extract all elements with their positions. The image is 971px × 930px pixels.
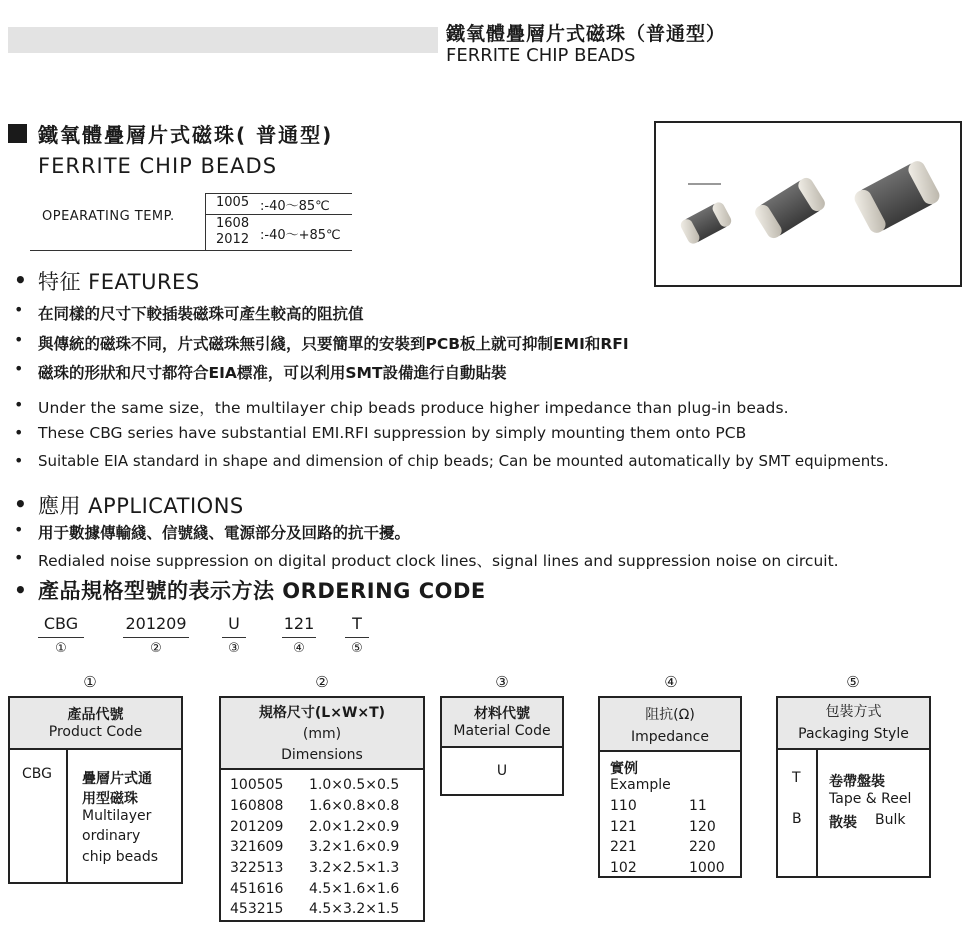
code-underline bbox=[345, 637, 369, 638]
feature-en-1: Under the same size，the multilayer chip beads produce higher impedance than plug-in beads. bbox=[38, 399, 789, 417]
code-underline bbox=[123, 637, 189, 638]
dim-code: 451616 bbox=[230, 881, 284, 897]
dim-value: 2.0×1.2×0.9 bbox=[309, 819, 400, 835]
table-num-1: ① bbox=[83, 673, 97, 691]
dimensions-header bbox=[221, 698, 423, 770]
header-title-cn: 鐵氧體疊層片式磁珠（普通型） bbox=[446, 23, 727, 45]
product-image bbox=[654, 121, 962, 287]
bullet-icon: • bbox=[14, 548, 24, 567]
impedance-value: 220 bbox=[689, 839, 716, 855]
dimensions-head-en: Dimensions bbox=[281, 747, 363, 763]
packaging-en: Bulk bbox=[875, 812, 906, 828]
temp-size-2012: 2012 bbox=[216, 232, 250, 247]
bullet-icon: • bbox=[14, 300, 24, 319]
dim-code: 322513 bbox=[230, 860, 284, 876]
table-num-5: ⑤ bbox=[846, 673, 860, 691]
code-dimensions: 201209 bbox=[125, 614, 187, 633]
product-desc-en-2: ordinary bbox=[82, 828, 141, 844]
temp-label: OPEARATING TEMP. bbox=[42, 209, 175, 224]
packaging-code: T bbox=[792, 770, 801, 786]
product-code-table bbox=[8, 696, 183, 884]
code-num-1: ① bbox=[55, 641, 67, 656]
feature-cn-2: 與傳統的磁珠不同，片式磁珠無引綫，只要簡單的安裝到PCB板上就可抑制EMI和RFI bbox=[38, 335, 629, 353]
code-packaging: T bbox=[352, 614, 362, 633]
features-bullet-icon: • bbox=[14, 268, 27, 292]
feature-cn-1: 在同樣的尺寸下較插裝磁珠可產生較高的阻抗值 bbox=[38, 305, 364, 323]
packaging-head-en: Packaging Style bbox=[798, 726, 909, 742]
temp-size-1005: 1005 bbox=[216, 195, 250, 210]
feature-cn-3: 磁珠的形狀和尺寸都符合EIA標准，可以利用SMT設備進行自動貼裝 bbox=[38, 364, 507, 382]
impedance-code: 102 bbox=[610, 860, 637, 876]
dim-code: 321609 bbox=[230, 839, 284, 855]
applications-en: Redialed noise suppression on digital product clock lines、signal lines and suppression noise on circuit. bbox=[38, 552, 839, 570]
bullet-icon: • bbox=[14, 520, 24, 539]
temp-range-1608-2012: :-40～+85℃ bbox=[260, 228, 341, 243]
code-underline bbox=[282, 637, 316, 638]
applications-cn: 用于數據傳輸綫、信號綫、電源部分及回路的抗干擾。 bbox=[38, 524, 411, 542]
bullet-icon: • bbox=[14, 359, 24, 378]
code-product: CBG bbox=[43, 614, 79, 633]
packaging-en: Tape & Reel bbox=[829, 791, 912, 807]
dim-code: 160808 bbox=[230, 798, 284, 814]
dimensions-head-cn: 規格尺寸(L×W×T) bbox=[258, 705, 386, 721]
material-value: U bbox=[496, 763, 508, 779]
temp-range-1005: :-40～85℃ bbox=[260, 199, 330, 214]
header-title-en: FERRITE CHIP BEADS bbox=[446, 45, 636, 66]
packaging-header bbox=[778, 698, 929, 750]
material-header bbox=[442, 698, 562, 748]
material-head-cn: 材料代號 bbox=[474, 706, 530, 722]
header-band bbox=[8, 27, 438, 53]
impedance-code: 110 bbox=[610, 798, 637, 814]
packaging-table bbox=[776, 696, 931, 878]
code-num-5: ⑤ bbox=[351, 641, 363, 656]
impedance-head-cn: 阻抗(Ω) bbox=[645, 707, 695, 723]
product-desc-cn-2: 用型磁珠 bbox=[82, 791, 138, 807]
features-heading: 特征 FEATURES bbox=[38, 270, 200, 294]
page-title-en: FERRITE CHIP BEADS bbox=[38, 154, 278, 178]
impedance-value: 120 bbox=[689, 819, 716, 835]
packaging-code: B bbox=[792, 811, 802, 827]
divider bbox=[66, 748, 68, 882]
code-material: U bbox=[228, 614, 240, 633]
table-num-4: ④ bbox=[664, 673, 678, 691]
impedance-table bbox=[598, 696, 742, 878]
code-impedance: 121 bbox=[283, 614, 315, 633]
product-desc-cn-1: 疊層片式通 bbox=[82, 771, 152, 787]
product-code-head-en: Product Code bbox=[48, 724, 143, 740]
dim-value: 1.6×0.8×0.8 bbox=[309, 798, 400, 814]
material-table bbox=[440, 696, 564, 796]
impedance-header bbox=[600, 698, 740, 752]
table-num-2: ② bbox=[315, 673, 329, 691]
feature-en-2: These CBG series have substantial EMI.RFI suppression by simply mounting them onto PCB bbox=[38, 424, 747, 442]
product-code-value: CBG bbox=[22, 766, 52, 782]
code-num-3: ③ bbox=[228, 641, 240, 656]
impedance-value: 1000 bbox=[689, 860, 725, 876]
impedance-example-cn: 實例 bbox=[610, 761, 638, 777]
dim-code: 453215 bbox=[230, 901, 284, 917]
packaging-cn: 散裝 bbox=[829, 815, 857, 831]
dim-value: 3.2×2.5×1.3 bbox=[309, 860, 400, 876]
applications-bullet-icon: • bbox=[14, 492, 27, 516]
impedance-code: 221 bbox=[610, 839, 637, 855]
product-code-header bbox=[10, 698, 181, 750]
packaging-cn: 卷帶盤裝 bbox=[829, 774, 885, 790]
temp-size-1608: 1608 bbox=[216, 216, 250, 231]
title-square-icon bbox=[8, 124, 27, 143]
bullet-icon: • bbox=[14, 330, 24, 349]
material-head-en: Material Code bbox=[453, 723, 551, 739]
dim-value: 4.5×1.6×1.6 bbox=[309, 881, 400, 897]
impedance-example-en: Example bbox=[610, 777, 671, 793]
applications-heading: 應用 APPLICATIONS bbox=[38, 494, 244, 518]
product-code-head-cn: 產品代號 bbox=[67, 707, 124, 723]
operating-temp-table bbox=[30, 193, 352, 251]
code-num-2: ② bbox=[150, 641, 162, 656]
feature-en-3: Suitable EIA standard in shape and dimension of chip beads; Can be mounted automatically by SMT equipments. bbox=[38, 452, 889, 470]
dim-value: 1.0×0.5×0.5 bbox=[309, 777, 400, 793]
product-desc-en-3: chip beads bbox=[82, 849, 159, 865]
code-underline bbox=[222, 637, 246, 638]
bullet-icon: • bbox=[14, 451, 24, 470]
code-underline bbox=[38, 637, 84, 638]
code-num-4: ④ bbox=[293, 641, 305, 656]
bullet-icon: • bbox=[14, 395, 24, 414]
impedance-head-en: Impedance bbox=[631, 729, 709, 745]
impedance-value: 11 bbox=[689, 798, 707, 814]
dimensions-table bbox=[219, 696, 425, 922]
ordering-heading: 產品規格型號的表示方法 ORDERING CODE bbox=[38, 579, 486, 603]
bullet-icon: • bbox=[14, 423, 24, 442]
impedance-code: 121 bbox=[610, 819, 637, 835]
page-title-cn: 鐵氧體疊層片式磁珠( 普通型) bbox=[38, 123, 334, 147]
dimensions-head-unit: (mm) bbox=[302, 726, 342, 742]
divider bbox=[816, 748, 818, 876]
dim-value: 3.2×1.6×0.9 bbox=[309, 839, 400, 855]
chip-beads-illustration bbox=[656, 123, 960, 285]
ordering-bullet-icon: • bbox=[14, 578, 27, 602]
dim-code: 201209 bbox=[230, 819, 284, 835]
dim-value: 4.5×3.2×1.5 bbox=[309, 901, 400, 917]
packaging-head-cn: 包裝方式 bbox=[825, 704, 882, 720]
table-num-3: ③ bbox=[495, 673, 509, 691]
product-desc-en-1: Multilayer bbox=[82, 808, 152, 824]
dim-code: 100505 bbox=[230, 777, 284, 793]
